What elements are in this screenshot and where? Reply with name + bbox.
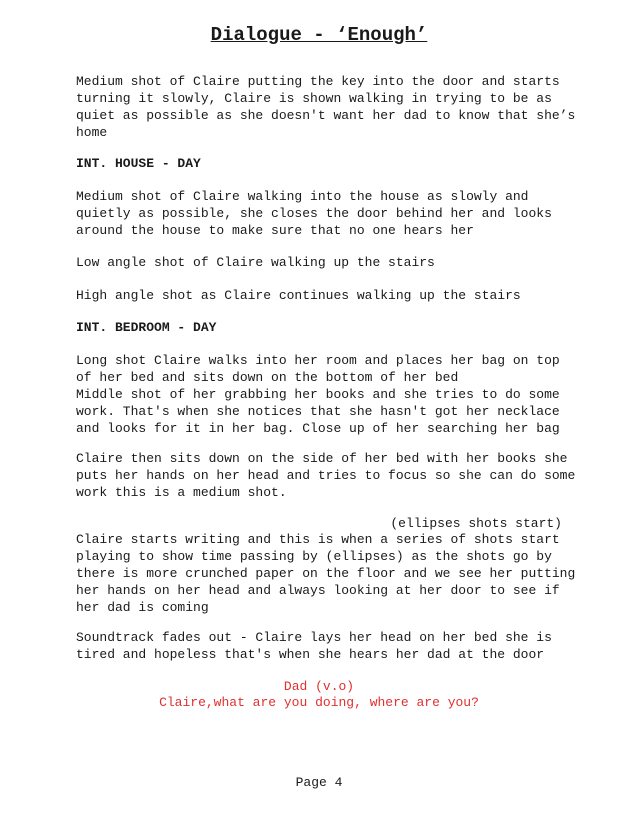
paragraph-4: High angle shot as Claire continues walking up the stairs <box>76 288 521 303</box>
page-number: Page 4 <box>295 775 343 790</box>
paragraph-6: Claire then sits down on the side of her bed with her books she puts her hands on her head and tries to focus so she can do some work this is a medium shot. <box>76 451 576 500</box>
paragraph-2: Medium shot of Claire walking into the house as slowly and quietly as possible, she closes the door behind her and looks around the house to make sure that no one hears her <box>76 189 552 238</box>
paragraph-3: Low angle shot of Claire walking up the stairs <box>76 255 435 270</box>
paragraph-8: Soundtrack fades out - Claire lays her head on her bed she is tired and hopeless that's when she hears her dad at the door <box>76 630 552 662</box>
paragraph-7: Claire starts writing and this is when a series of shots start playing to show time passing by (ellipses) as the shots go by there is more crunched paper on the floor and we see her putting her hands on her head and always looking at her door to see if her dad is coming <box>76 532 576 615</box>
character-name: Dad (v.o) <box>283 679 355 694</box>
paragraph-5: Long shot Claire walks into her room and places her bag on top of her bed and sits down on the bottom of her bed Middle shot of her grabbing her books and she tries to do some work. That's when she notices that she hasn't got her necklace and looks for it in her bag. Close up of her searching her bag <box>76 353 560 436</box>
ellipses-note: (ellipses shots start) <box>390 516 562 531</box>
scene-heading-house: INT. HOUSE - DAY <box>76 156 201 171</box>
scene-heading-bedroom: INT. BEDROOM - DAY <box>76 320 217 335</box>
dialogue-line: Claire,what are you doing, where are you? <box>159 695 479 710</box>
paragraph-1: Medium shot of Claire putting the key into the door and starts turning it slowly, Claire is shown walking in trying to be as quiet as possible as she doesn't want her dad to know that she’s home <box>76 74 576 140</box>
document-title: Dialogue - ‘Enough’ <box>210 24 428 46</box>
